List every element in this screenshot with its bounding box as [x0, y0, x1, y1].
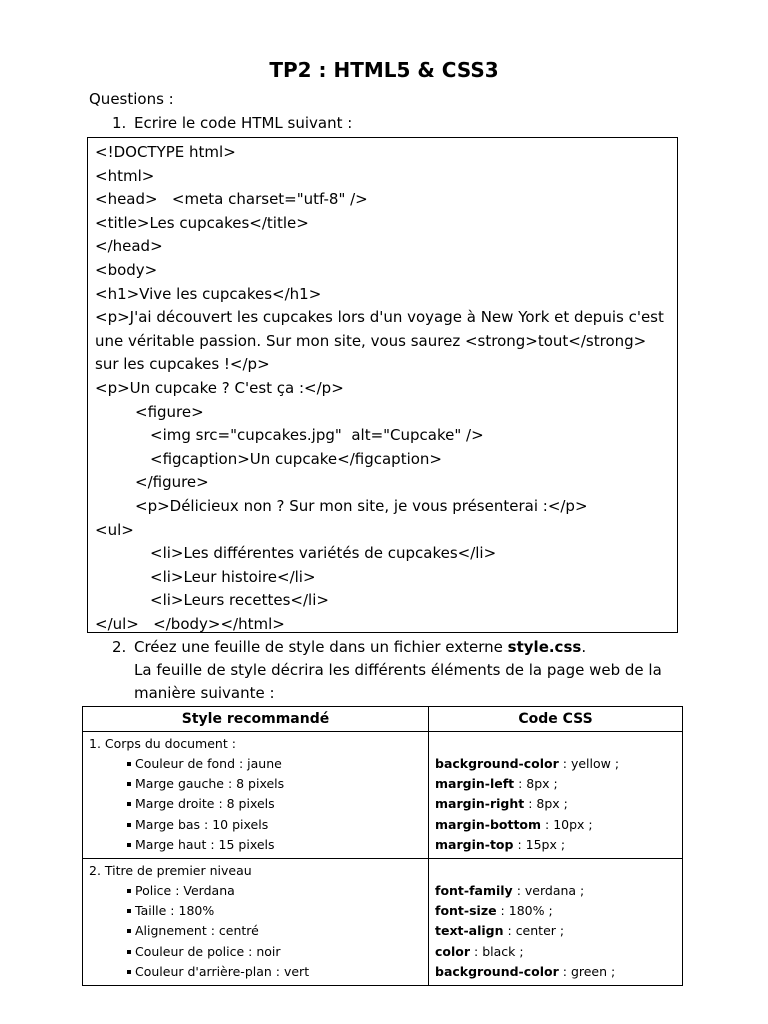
list-item — [89, 921, 424, 941]
code-line: <head> <meta charset="utf-8" /> — [95, 190, 368, 209]
style-cell — [83, 732, 429, 859]
css-rule — [435, 942, 678, 962]
code-line: </figure> — [135, 473, 209, 492]
code-line: <h1>Vive les cupcakes</h1> — [95, 284, 322, 303]
css-value: : 8px ; — [524, 796, 568, 812]
section-label: 2. Titre de premier niveau — [89, 863, 252, 879]
list-item — [89, 962, 424, 982]
code-line: <!DOCTYPE html> — [95, 143, 236, 161]
list-item — [89, 942, 424, 962]
css-property: background-color — [435, 963, 559, 979]
css-property: background-color — [435, 756, 559, 771]
css-property: margin-left — [435, 776, 515, 792]
css-value: : yellow ; — [558, 756, 620, 771]
bullet-icon — [127, 762, 131, 766]
style-text: Taille : 180% — [135, 903, 215, 919]
bullet-icon — [127, 929, 131, 933]
code-line: <html> — [95, 166, 155, 185]
css-cell — [429, 859, 683, 986]
style-text: Alignement : centré — [135, 923, 259, 939]
style-text: Couleur de fond : jaune — [135, 756, 282, 771]
style-text: Couleur d'arrière-plan : vert — [135, 963, 310, 979]
css-property: color — [435, 943, 471, 959]
list-item — [89, 774, 424, 794]
code-line: </head> — [95, 237, 163, 256]
css-rule — [435, 881, 678, 901]
style-text: Marge haut : 15 pixels — [135, 836, 275, 852]
css-property: margin-right — [435, 796, 525, 812]
code-line: <title>Les cupcakes</title> — [95, 213, 309, 232]
css-value: : green ; — [558, 963, 616, 979]
bullet-icon — [127, 950, 131, 954]
css-value: : verdana ; — [512, 883, 585, 899]
question-1-text: Ecrire le code HTML suivant : — [134, 114, 353, 132]
css-property: margin-top — [435, 836, 514, 852]
table-header-row — [83, 707, 683, 732]
css-rule — [435, 774, 678, 794]
list-item — [89, 881, 424, 901]
css-property: margin-bottom — [435, 816, 542, 832]
code-line: </ul> </body></html> — [95, 614, 285, 633]
bullet-icon — [127, 782, 131, 786]
question-2-period: . — [581, 638, 587, 656]
bullet-icon — [127, 970, 131, 974]
css-rule — [435, 835, 678, 855]
css-property: text-align — [435, 923, 504, 939]
style-text: Marge gauche : 8 pixels — [135, 776, 285, 792]
css-rule — [435, 794, 678, 814]
css-property: font-family — [435, 883, 513, 899]
list-item — [89, 794, 424, 814]
code-line: <p>J'ai découvert les cupcakes lors d'un voyage à New York et depuis c'est une véritable passion. Sur mon site, vous saurez <strong>tout</strong> sur les cupcakes !</p> — [95, 308, 664, 374]
code-line: <body> — [95, 260, 158, 279]
bullet-icon — [127, 909, 131, 913]
css-rule — [435, 754, 678, 774]
page-title: TP2 : HTML5 & CSS3 — [269, 58, 499, 82]
style-text: Couleur de police : noir — [135, 943, 281, 959]
code-line: <p>Délicieux non ? Sur mon site, je vous présenterai :</p> — [135, 496, 588, 515]
bullet-icon — [127, 823, 131, 827]
question-1 — [112, 114, 352, 132]
code-line: <li>Leur histoire</li> — [150, 567, 316, 586]
header-style-recommande: Style recommandé — [83, 707, 429, 732]
css-rule — [435, 921, 678, 941]
css-value: : 10px ; — [541, 816, 593, 832]
list-item — [89, 815, 424, 835]
question-2-description: La feuille de style décrira les différents éléments de la page web de la manière suivante : — [134, 661, 662, 702]
html-code-box — [87, 137, 678, 633]
css-style-table — [82, 706, 683, 986]
code-line: <img src="cupcakes.jpg" alt="Cupcake" /> — [150, 426, 484, 445]
list-item — [89, 835, 424, 855]
question-2-text: Créez une feuille de style dans un fichier externe — [134, 638, 508, 656]
code-line: <li>Les différentes variétés de cupcakes</li> — [150, 544, 497, 563]
question-2-number: 2. — [112, 638, 127, 656]
css-property: font-size — [435, 903, 497, 919]
css-cell — [429, 732, 683, 859]
code-line: <p>Un cupcake ? C'est ça :</p> — [95, 378, 344, 397]
questions-label: Questions : — [89, 90, 174, 108]
header-code-css: Code CSS — [429, 707, 683, 732]
bullet-icon — [127, 843, 131, 847]
bullet-icon — [127, 802, 131, 806]
css-value: : 8px ; — [514, 776, 558, 792]
table-row — [83, 859, 683, 986]
style-text: Marge droite : 8 pixels — [135, 796, 275, 812]
table-row — [83, 732, 683, 859]
style-text: Marge bas : 10 pixels — [135, 816, 269, 832]
stylesheet-filename: style.css — [507, 638, 582, 656]
css-value: : black ; — [470, 943, 524, 959]
code-line: <figcaption>Un cupcake</figcaption> — [150, 449, 443, 468]
bullet-icon — [127, 889, 131, 893]
list-item — [89, 901, 424, 921]
css-value: : center ; — [503, 923, 565, 939]
style-cell — [83, 859, 429, 986]
css-rule — [435, 962, 678, 982]
code-line: <ul> — [95, 520, 134, 539]
code-line: <figure> — [135, 402, 204, 421]
css-rule — [435, 815, 678, 835]
css-value: : 15px ; — [513, 836, 566, 852]
question-2 — [112, 636, 672, 705]
question-1-number: 1. — [112, 114, 127, 132]
list-item — [89, 754, 424, 774]
style-text: Police : Verdana — [135, 883, 235, 899]
code-line: <li>Leurs recettes</li> — [150, 591, 329, 610]
css-value: : 180% ; — [496, 903, 553, 919]
css-rule — [435, 901, 678, 921]
section-label: 1. Corps du document : — [89, 736, 236, 751]
